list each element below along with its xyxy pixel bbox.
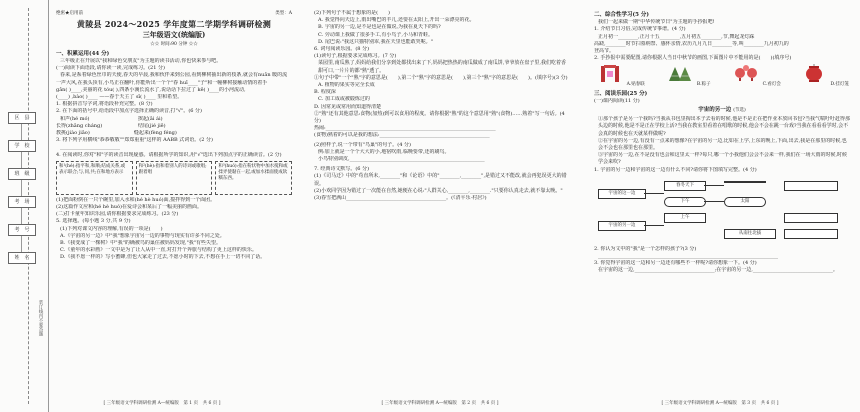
question-item: (1)下列对课文内容的理解,有误的一项是( ) bbox=[60, 225, 163, 232]
answer-line[interactable]: 热闹:____________________________________________________________________ bbox=[314, 125, 496, 132]
section-heading: 一、积累运用(44 分) bbox=[56, 50, 110, 57]
meaning-option: B. 程度深 bbox=[314, 89, 336, 96]
pinyin-option[interactable]: 缝起来(fèng féng) bbox=[133, 130, 177, 137]
question: 6. 词句阅读乐园。(8 分) bbox=[314, 46, 370, 53]
answer-line: 登高节。 bbox=[594, 48, 615, 55]
diagram-blank-box[interactable] bbox=[784, 181, 838, 191]
definition-box: 和¹(hé):指平和,和顺;结成关系,或表示联合;与,同,共;在和地方表示 bbox=[56, 161, 133, 195]
answer-line[interactable]: (食物)熟着的可以是我的想法:____________________________________________ bbox=[314, 132, 490, 139]
passage-line: 一声大风,在我头顶有,小鸟正在翻叶,你能听出一个个"春 huī____"子"和一幢柳树接触动情的着手 bbox=[56, 79, 268, 86]
question: 2. 在下面的括号中,给语段中加点字选择正确的读音,打"√"。(6 分) bbox=[56, 108, 202, 115]
question-item: (1)把面粉倒在一只个碗里,加入水和(hé hè huó)面,搅拌得到一个面团。 bbox=[56, 196, 216, 203]
choice-option[interactable]: A.《宇宙的另一边》中"我"想象宇宙另一边的事物与现实有许多不同之处。 bbox=[60, 232, 225, 239]
diagram-box-top: 春冬天下 bbox=[664, 181, 706, 191]
question: 1. 宇宙的另一边和宇宙的这一边有什么不同?请你将下图填写完整。(4 分) bbox=[594, 166, 757, 173]
image-caption: 看灯会 bbox=[767, 82, 781, 88]
page-3-content bbox=[594, 10, 850, 275]
image-option-d[interactable] bbox=[798, 64, 850, 88]
page-2 bbox=[300, 0, 580, 412]
reading-paragraph: ②在宇宙的另一边,有没有一点来的想像?在宇宙的另一边,比如在上学,上东的晚上,下面,出去,我是在那里的时候,也会不会也在那里也在那里。 bbox=[598, 137, 847, 152]
page-2-content bbox=[314, 10, 570, 202]
field-exam-number: 考 号 bbox=[8, 224, 36, 236]
diagram-blank-box[interactable] bbox=[724, 181, 766, 183]
meaning-option: C. 加工成或被锻炼过的 bbox=[318, 96, 370, 103]
page-1-content bbox=[56, 10, 292, 262]
question: 4. 在阅读时,你对"和"字的读音出现疑惑。请根据所学的知识,用"√"选出下列加点字的正确读音。(2 分) bbox=[56, 151, 282, 158]
intro-text: 三年级正在开展以"我和绿色交朋友"为主题的读书活动,你也快来参与吧。 bbox=[60, 58, 222, 65]
page-footer: [ 三年级语文学科调研检测 A—统编版 第 2 页 共 6 页 ] bbox=[381, 400, 499, 406]
section-heading: 三、阅读乐园(25 分) bbox=[594, 90, 648, 97]
exam-time: ☆☆ 时间:90 分钟 ☆☆ bbox=[150, 41, 198, 47]
reading-title bbox=[594, 107, 850, 114]
question-item[interactable]: (2)小欢同学因为错过了一次能在自然,她便在心说:"人群关心,________,________."只要你认真走去,就不靠太晚。" bbox=[314, 187, 563, 194]
meaning-option: D. 因常见或常用而知道得清楚 bbox=[314, 103, 382, 110]
diagram-blank-box[interactable] bbox=[784, 213, 838, 223]
binding-sidebar bbox=[0, 0, 49, 412]
pinyin-option[interactable]: 和声(hé mó) bbox=[60, 115, 90, 122]
choice-option[interactable]: D. 尾巴说:"我这只猫特别乖,我在天里也能敢哭呢。" bbox=[318, 38, 433, 45]
answer-line[interactable]: 在宇宙的这一边,________________________________;在宇宙的另一边,________________________________。 bbox=[598, 267, 838, 274]
answer-line[interactable]: 正月初一________,正月十五________,五月初五________,节,舞起龙灯踩 bbox=[598, 33, 755, 40]
confidential-label: 绝密★启用前 bbox=[56, 11, 83, 16]
image-caption: 挂灯笼 bbox=[835, 82, 849, 88]
diagram-blank-box[interactable] bbox=[784, 229, 838, 239]
diagram-connector bbox=[704, 185, 724, 186]
page-3 bbox=[580, 0, 860, 412]
image-option-a[interactable] bbox=[594, 64, 646, 88]
diagram-box-mid: 上午 bbox=[664, 213, 706, 223]
pinyin-option[interactable]: 长得(zhǎng cháng) bbox=[56, 122, 103, 129]
lantern-show-icon bbox=[731, 64, 761, 84]
question: 1. 根据拼音写字词,将语段补充完整。(8 分) bbox=[56, 101, 153, 108]
answer-line[interactable]: 小鸟特别调皮,______________________________________________________ bbox=[318, 156, 485, 163]
question: 2. 手抄报中需要配图,请你根据人当日中秋节的画图,下面图片中不能用的是( )(填序号) bbox=[594, 55, 792, 62]
reading-title-text: 宇宙的另一边 bbox=[698, 107, 732, 114]
field-name: 姓 名 bbox=[8, 252, 36, 264]
choice-option[interactable]: C.《童年的水彩画》一文中是为了让人从中一直,对打开个奔旅与结构了更上这样的快乐。 bbox=[60, 247, 257, 254]
choice-option[interactable]: B. 宇宙的另一边,是不是也是在做说,为我在夏天下的吗? bbox=[318, 24, 441, 31]
image-caption: 贴春联 bbox=[631, 82, 645, 88]
meaning-options bbox=[314, 82, 570, 111]
page-footer: [ 三年级语文学科调研检测 A—统编版 第 3 页 共 6 页 ] bbox=[661, 400, 779, 406]
reading-paragraph: ③宇宙的另一边,在不是没有也会和这里太一样?每只,哪一个小我他们会会不会来一样,我们在一场大雨的时候,时候学会来吹? bbox=[598, 152, 848, 166]
lantern-icon bbox=[799, 64, 829, 84]
diagram-connector bbox=[644, 193, 664, 194]
question-item[interactable]: (1)《司马迁》中的"苟直所未,________"和《论语》中的"________,________",是错过又不能改,就会再犯误更大的错误。 bbox=[314, 173, 567, 187]
diagram-label-this-side: 宇宙的这一边 bbox=[598, 189, 646, 199]
definition-box: 和³(huó):指在粉状物中加水搅和或揉弄使黏在一起,或加水揉面使成软糯东西。 bbox=[215, 161, 292, 195]
diagram-oval-left: 下午 bbox=[664, 197, 706, 207]
reading-passage: 菜园里,南瓜熟了,妈妈给我们分享到处都找出来了下,妈妈把热热的南瓜做成了南瓜饼,爷爷放在盘子里,我们吃着香甜可口,一片片的都"熟"透了。 bbox=[318, 60, 566, 74]
question-item: ②"熟"还有其他意思:食物(加热)到可以食用的程度。请你根据"熟"的这个意思用"熟"(食物)……熟着"写一句话。(4 分) bbox=[314, 110, 565, 125]
diagram-connector bbox=[704, 201, 724, 202]
exam-subtitle: 三年级语文(统编版) bbox=[142, 30, 206, 40]
pinyin-option[interactable]: 教挑(jiào jiāo) bbox=[56, 130, 90, 137]
reading-excerpt-note: (节选) bbox=[733, 108, 746, 114]
image-option-c[interactable] bbox=[730, 64, 782, 88]
question-item: (1)读句子,根据要求完成练习。(7 分) bbox=[314, 53, 397, 60]
question-item[interactable]: (3)春雪把满山________________________________________。(《清平乐·村居》) bbox=[314, 195, 487, 202]
question: 3. 你觉得宇宙的这一边和另一边还有哪些不一样呢?请你想象一下。(4 分) bbox=[594, 260, 757, 267]
question-item: (2)照样子,说一个带有"鸟巢"的句子。(4 分) bbox=[314, 141, 411, 148]
answer-line[interactable]: 高跷,________时节扫墓纳祭、感怀亲情,农历九月九日________等,叫________九月初九的 bbox=[594, 40, 789, 47]
definition-box: 和²(hè):指和着别人的诗词或歌唱;跟着唱 bbox=[136, 161, 213, 195]
diagram-oval-mid: 太阳 bbox=[724, 197, 766, 207]
passage-line: gǎn( )____,美丽的花 tóu( ),四条小溪长流水了,说话话下拉过了 kē( )____的小河流动, bbox=[56, 86, 246, 93]
passage-line: 春来,是系着绿色丝巾的天使,春天的早晨,我和伙伴来到公园,看到柳树抽出新的枝条,就会有nuǎn 暖的流 bbox=[60, 72, 288, 79]
choice-option[interactable]: C. 旁动课上我做了很多手工,有小鸟子,小马和青蛙。 bbox=[318, 31, 434, 38]
field-school: 学 校 bbox=[8, 140, 36, 152]
pinyin-option[interactable]: 结尾(jié jiē) bbox=[137, 122, 166, 129]
choice-option[interactable]: D.《我不愿一样的》写小蜜蜂,但也大家走了过去,不愿小时的下去,不想在手上一切不同了话。 bbox=[60, 254, 266, 261]
section-heading: 二、综合性学习(5 分) bbox=[594, 12, 649, 18]
comparison-diagram bbox=[594, 177, 850, 243]
type-label: 类型：A bbox=[275, 11, 292, 16]
festival-images bbox=[594, 64, 850, 88]
choice-option[interactable]: B.《我变成了一棵树》中"我"的确被鸟的巢住被妈妈发现,"我"有些失望。 bbox=[60, 240, 222, 247]
header-row bbox=[56, 10, 292, 17]
zongzi-icon bbox=[665, 64, 695, 84]
answer-line[interactable]: ________________________________________________________________________ bbox=[598, 253, 778, 260]
question-item: (2)下列句子不属于想象的是( ) bbox=[314, 10, 390, 16]
field-exam-room: 考 场 bbox=[8, 196, 36, 208]
reading-paragraph: ①那个孩子是另一个我吗?当我从书包里掏出本子去看的时候,他是不是正在把作业本放回书包?当我气喘吁吁赶得那头边的时候,他是不是正在学校上活?当我在教室里看着在唱歌的时候,他会不会在跳一台戏?当我在看看看学时,会不会真的时候也在天就某样做呢? bbox=[598, 116, 850, 137]
exam-title: 黄陵县 2024～2025 学年度第二学期学科调研检测 bbox=[76, 19, 272, 30]
diagram-box-bottom: 从南往北拔 bbox=[724, 229, 776, 239]
page-footer: [ 三年级语文学科调研检测 A—统编版 第 1 页 共 6 页 ] bbox=[103, 400, 221, 406]
question: 1. 介绍节日习俗,完成传统节事谱。(4 分) bbox=[594, 26, 686, 33]
meaning-option: A. 植物的果实等完全长成 bbox=[318, 82, 375, 89]
part-heading: (一)阅读下面语段,请你读一读,完成练习。(21 分) bbox=[56, 65, 165, 72]
pinyin-option[interactable]: 挨起(āi ái) bbox=[137, 115, 163, 122]
choice-option[interactable]: A. 我觉得向天边上,雨出嘴巴的羊儿,还要在太阳上,开出一朵漂亮的花。 bbox=[318, 17, 475, 24]
page-1 bbox=[0, 0, 300, 412]
question: 3. 将下列字用横线"恭恭敬敬""郑郑重重"这样的 AABB 式词语。(2 分) bbox=[56, 137, 213, 144]
example-sentence: 例:加上就是一个个大大的小,地宿吹雨,临晚要带,还的刷鸟。 bbox=[318, 148, 450, 155]
definition-boxes bbox=[56, 161, 292, 195]
diagram-connector bbox=[644, 225, 664, 226]
image-option-b[interactable] bbox=[662, 64, 714, 88]
question: 5. 选择题。(每小题 3 分,共 9 分) bbox=[56, 218, 131, 225]
seal-text: 装订线内不要答题 bbox=[38, 300, 43, 336]
passage-line: (____) ,bào( )____ ——春于天主了 sī( )____ 里和希望。 bbox=[56, 94, 183, 101]
field-class: 班 级 bbox=[8, 168, 36, 180]
pinyin-options bbox=[56, 116, 292, 138]
question-item: ①句子中带"一个"熟"字的意思是( ),第二个"熟"字的意思是( ),第三个"熟"字的意思是( )。(填序号)(3 分) bbox=[314, 74, 568, 81]
answer-blank[interactable]: ________________________ bbox=[60, 144, 120, 151]
diagram-label-other-side: 宇宙的另一边 bbox=[598, 221, 646, 231]
couplet-icon bbox=[595, 64, 625, 84]
option-letter: B. bbox=[696, 82, 702, 88]
question: 2. 你认为文中的"我"是一个怎样的孩子?(3 分) bbox=[594, 245, 697, 252]
image-caption: 粽子 bbox=[701, 82, 711, 88]
field-district: 区 县 bbox=[8, 112, 36, 124]
part-heading: (二)打卡童年知识乐园,请你根据要求完成练习。(23 分) bbox=[56, 211, 179, 218]
option-letter: A. bbox=[626, 82, 632, 88]
option-letter: D. bbox=[830, 82, 836, 88]
intro-text: 我们一起来做一期"中华传统节日"为主题的手抄报吧! bbox=[598, 19, 715, 26]
question-item: (2)这篇作文应和(hé hè huó)在爱诗会和某后了一幅美丽的画面。 bbox=[56, 204, 202, 211]
part-heading: (一)课内阅读(11 分) bbox=[594, 97, 640, 104]
option-letter: C. bbox=[762, 82, 768, 88]
question: 7. 经典诗文默写。(6 分) bbox=[314, 166, 370, 173]
